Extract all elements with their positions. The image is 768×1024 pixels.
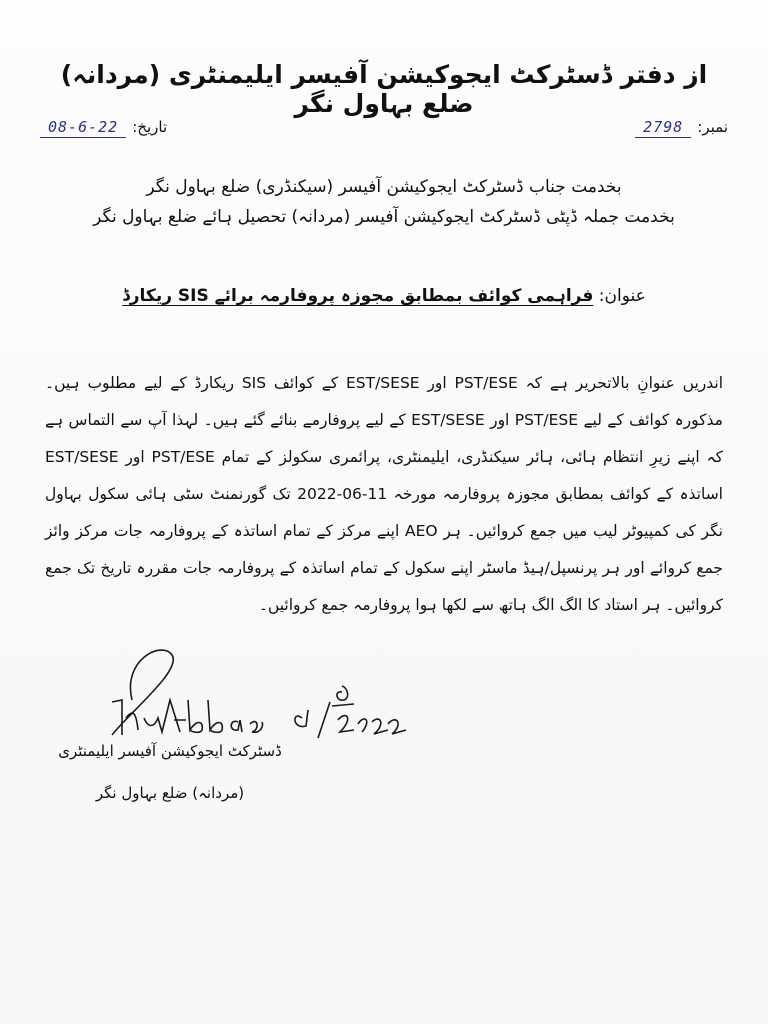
date-value: 08-6-22 <box>40 118 126 138</box>
letterhead-title: از دفتر ڈسٹرکٹ ایجوکیشن آفیسر ایلیمنٹری (مردانہ) ضلع بہاول نگر <box>60 60 708 118</box>
letter-body: اندریں عنوانِ بالاتحریر ہے کہ PST/ESE اور EST/SESE کے کوائف SIS ریکارڈ کے لیے مطلوب ہیں۔ مذکورہ کوائف کے لیے PST/ESE اور EST/SESE کے لیے پروفارمے بنائے گئے ہیں۔ لہذا آپ سے التماس ہے کہ اپنے زیرِ انتظام ہائی، ہائر سیکنڈری، ایلیمنٹری، پرائمری سکولز کے تمام PST/ESE اور EST/SESE اساتذہ کے کوائف بمطابق مجوزہ پروفارمہ مورخہ 11-06-2022 تک گورنمنٹ سٹی ہائی سکول بہاول نگر کی کمپیوٹر لیب میں جمع کروائیں۔ ہر AEO اپنے مرکز کے تمام اساتذہ کے پروفارمہ جات مرکز وائز جمع کروائے اور ہر پرنسپل/ہیڈ ماسٹر اپنے سکول کے تمام اساتذہ کے پروفارمہ جات مقررہ تاریخ تک جمع کروائیں۔ ہر استاد کا الگ الگ ہاتھ سے لکھا ہوا پروفارمہ جمع کروائیں۔ <box>45 374 724 614</box>
signatory-district: (مردانہ) ضلع بہاول نگر <box>95 784 245 802</box>
date-label: تاریخ: <box>132 118 168 136</box>
recipients-block <box>80 172 688 232</box>
number-value: 2798 <box>635 118 691 138</box>
reference-number <box>635 118 728 138</box>
signatory-block <box>40 730 300 814</box>
subject-label: عنوان: <box>598 286 646 306</box>
subject-line <box>100 285 668 306</box>
subject-text: فراہمی کوائف بمطابق مجوزہ پروفارمہ برائے SIS ریکارڈ <box>122 286 594 306</box>
number-label: نمبر: <box>697 118 728 136</box>
reference-line <box>40 118 728 148</box>
signature-date-stroke <box>295 686 406 738</box>
recipient-line: بخدمت جملہ ڈپٹی ڈسٹرکٹ ایجوکیشن آفیسر (مردانہ) تحصیل ہائے ضلع بہاول نگر <box>93 207 675 227</box>
signatory-title: ڈسٹرکٹ ایجوکیشن آفیسر ایلیمنٹری <box>58 742 282 760</box>
recipient-line: بخدمت جناب ڈسٹرکٹ ایجوکیشن آفیسر (سیکنڈری) ضلع بہاول نگر <box>146 177 622 197</box>
reference-date <box>40 118 167 138</box>
